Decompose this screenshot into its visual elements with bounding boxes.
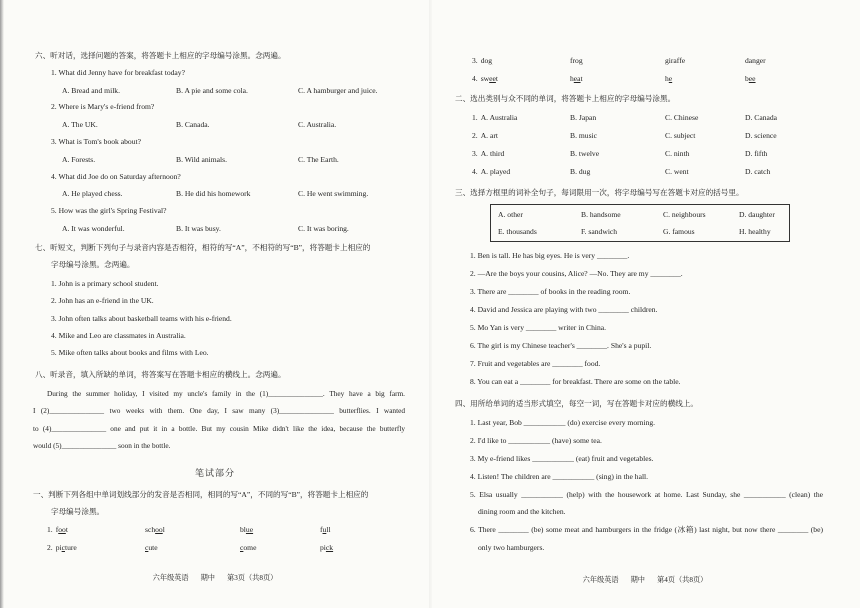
word-part: er <box>759 56 766 65</box>
underlined-part: c <box>61 543 65 552</box>
phonics-word <box>665 56 685 65</box>
option-text: A. Australia <box>480 113 518 122</box>
option-c: C. A hamburger and juice. <box>298 86 378 95</box>
underlined-part: g <box>578 56 583 65</box>
underlined-part: oo <box>58 525 66 534</box>
word-choice: G. famous <box>663 227 695 236</box>
passage-line: to (4)_______________ one and put it in a bottle. But my cousin Mike didn't like the idea, because the butterfly <box>33 424 405 433</box>
form-sentence: 2. I'd like to ___________ (have) some tea. <box>470 436 602 445</box>
underlined-part: c <box>240 543 244 552</box>
section-1-header-cont: 字母编号涂黑。 <box>51 507 105 516</box>
passage-line: During the summer holiday, I visited my uncle's family in the (1)_______________. They have a big farm. <box>47 389 405 398</box>
form-sentence-cont: only two hamburgers. <box>478 543 545 552</box>
option-c: C. The Earth. <box>298 155 339 164</box>
fill-sentence: 3. There are ________ of books in the reading room. <box>470 287 631 296</box>
form-sentence: 6. There ________ (be) some meat and hamburgers in the fridge (冰箱) last night, but now there ________ (be) <box>470 525 823 534</box>
passage-line: I (2)_______________ two weeks with them. One day, I saw many (3)_______________ butterflies. I wanted <box>33 406 405 415</box>
option-c: C. ninth <box>665 149 690 158</box>
fill-sentence: 6. The girl is my Chinese teacher's ________. She's a pupil. <box>470 341 652 350</box>
form-sentence: 3. My e-friend likes ___________ (eat) fruit and vegetables. <box>470 454 654 463</box>
option-c: C. It was boring. <box>298 224 349 233</box>
option-a: A. Bread and milk. <box>62 86 120 95</box>
form-sentence: 5. Elsa usually ___________ (help) with the housework at home. Last Sunday, she ___________ (clean) the <box>470 490 823 499</box>
option-b: B. A pie and some cola. <box>176 86 248 95</box>
word-part: ome <box>243 543 257 552</box>
option-text: A. third <box>480 149 505 158</box>
phonics-word <box>47 543 77 552</box>
fill-sentence: 5. Mo Yan is very ________ writer in China. <box>470 323 607 332</box>
row-number: 2. <box>472 131 478 140</box>
section-2-header: 二、选出类别与众不同的单词，将答题卡上相应的字母编号涂黑。 <box>455 94 676 103</box>
phonics-word <box>745 56 766 65</box>
word-part: ute <box>148 543 158 552</box>
phonics-word <box>665 74 672 83</box>
underlined-part: ck <box>325 543 334 552</box>
question: 2. Where is Mary's e-friend from? <box>51 102 155 111</box>
word-box <box>490 204 790 242</box>
option-b: B. It was busy. <box>176 224 221 233</box>
option-d: D. science <box>745 131 777 140</box>
word-part: sw <box>480 74 490 83</box>
question: 5. How was the girl's Spring Festival? <box>51 206 167 215</box>
phonics-word <box>745 74 756 83</box>
option-d: D. fifth <box>745 149 768 158</box>
fill-sentence: 1. Ben is tall. He has big eyes. He is very ________. <box>470 251 630 260</box>
phonics-word <box>472 56 492 65</box>
option-b: B. twelve <box>570 149 600 158</box>
word-part: ll <box>326 525 331 534</box>
word-part: f <box>320 525 323 534</box>
footer-page: 第4页（共8页） <box>657 576 708 584</box>
word-part: h <box>570 74 574 83</box>
word-part: h <box>665 74 669 83</box>
option-a: A. Forests. <box>62 155 96 164</box>
option-d: D. catch <box>745 167 771 176</box>
word-choice: B. handsome <box>581 210 621 219</box>
word-part: t <box>495 74 499 83</box>
row-number: 1. <box>47 525 53 534</box>
word-part: pi <box>320 543 326 552</box>
phonics-word <box>570 56 583 65</box>
statement: 1. John is a primary school student. <box>51 279 159 288</box>
word-choice: E. thousands <box>498 227 537 236</box>
page-footer <box>430 576 860 585</box>
underlined-part: g <box>665 56 669 65</box>
word-part: bl <box>240 525 246 534</box>
option-b: B. Japan <box>570 113 597 122</box>
statement: 2. John has an e-friend in the UK. <box>51 296 154 305</box>
footer-subject: 六年级英语 <box>582 576 619 584</box>
section-7-header-cont: 字母编号涂黑。念两遍。 <box>51 260 135 269</box>
word-part: dan <box>745 56 756 65</box>
word-part: fro <box>570 56 579 65</box>
fill-sentence: 7. Fruit and vegetables are ________ food. <box>470 359 601 368</box>
section-4-header: 四、用所给单词的适当形式填空，每空一词，写在答题卡对应的横线上。 <box>455 399 698 408</box>
option-b: B. He did his homework <box>176 189 251 198</box>
option-b: B. music <box>570 131 598 140</box>
word-choice: A. other <box>498 210 523 219</box>
option-a: A. He played chess. <box>62 189 123 198</box>
option-c: C. Australia. <box>298 120 337 129</box>
option-b: B. Wild animals. <box>176 155 228 164</box>
word-choice: H. healthy <box>739 227 771 236</box>
phonics-word <box>570 74 583 83</box>
underlined-part: g <box>755 56 760 65</box>
page-footer <box>0 574 430 583</box>
word-part: ture <box>65 543 77 552</box>
underlined-part: g <box>488 56 493 65</box>
option-b: B. Canada. <box>176 120 210 129</box>
option-a <box>472 131 498 140</box>
footer-term: 期中 <box>630 576 645 584</box>
underlined-part: ee <box>489 74 496 83</box>
fill-sentence: 4. David and Jessica are playing with two ________ children. <box>470 305 658 314</box>
option-text: A. played <box>480 167 511 176</box>
word-part: l <box>162 525 165 534</box>
underlined-part: u <box>322 525 327 534</box>
section-8-header: 八、听录音，填入所缺的单词，将答案写在答题卡相应的横线上。念两遍。 <box>35 370 286 379</box>
option-d: D. Canada <box>745 113 778 122</box>
phonics-word <box>240 525 253 534</box>
footer-page: 第3页（共8页） <box>227 574 278 582</box>
written-part-title: 笔试部分 <box>194 468 235 478</box>
row-number: 3. <box>472 149 478 158</box>
form-sentence: 4. Listen! The children are ___________ (sing) in the hall. <box>470 472 649 481</box>
option-text: A. art <box>480 131 498 140</box>
phonics-word <box>320 543 333 552</box>
option-c: C. He went swimming. <box>298 189 369 198</box>
option-b: B. dug <box>570 167 591 176</box>
option-a: A. The UK. <box>62 120 98 129</box>
word-choice: C. neighbours <box>663 210 706 219</box>
row-number: 1. <box>472 113 478 122</box>
underlined-part: e <box>668 74 673 83</box>
underlined-part: c <box>145 543 149 552</box>
statement: 5. Mike often talks about books and films with Leo. <box>51 348 209 357</box>
row-number: 4. <box>472 74 478 83</box>
form-sentence-cont: dining room and the kitchen. <box>478 507 566 516</box>
question: 4. What did Joe do on Saturday afternoon? <box>51 172 181 181</box>
section-7-header: 七、听短文，判断下列句子与录音内容是否相符，相符的写“A”，不相符的写“B”，将答题卡上相应的 <box>35 243 371 252</box>
row-number: 4. <box>472 167 478 176</box>
word-part: pi <box>55 543 62 552</box>
underlined-part: ee <box>748 74 756 83</box>
option-a: A. It was wonderful. <box>62 224 125 233</box>
phonics-word <box>145 543 158 552</box>
option-a <box>472 149 504 158</box>
question: 1. What did Jenny have for breakfast today? <box>51 68 185 77</box>
option-c: C. Chinese <box>665 113 699 122</box>
scan-edge <box>0 0 4 608</box>
form-sentence: 1. Last year, Bob ___________ (do) exercise every morning. <box>470 418 656 427</box>
section-6-header: 六、听对话，选择问题的答案，将答题卡上相应的字母编号涂黑。念两遍。 <box>35 51 286 60</box>
statement: 4. Mike and Leo are classmates in Australia. <box>51 331 186 340</box>
word-choice: F. sandwich <box>581 227 618 236</box>
passage-line: would (5)_______________ soon in the bottle. <box>33 441 171 450</box>
section-1-header: 一、判断下列各组中单词划线部分的发音是否相同，相同的写“A”，不同的写“B”，将答题卡上相应的 <box>33 490 369 499</box>
footer-term: 期中 <box>200 574 215 582</box>
row-number: 3. <box>472 56 478 65</box>
option-a <box>472 113 517 122</box>
underlined-part: ea <box>573 74 581 83</box>
option-a <box>472 167 510 176</box>
page-gutter <box>429 0 432 608</box>
question: 3. What is Tom's book about? <box>51 137 141 146</box>
fill-sentence: 8. You can eat a ________ for breakfast. There are some on the table. <box>470 377 681 386</box>
phonics-word <box>240 543 256 552</box>
underlined-part: ue <box>245 525 254 534</box>
phonics-word <box>472 74 498 83</box>
word-part: iraffe <box>668 56 686 65</box>
footer-subject: 六年级英语 <box>152 574 189 582</box>
word-part: t <box>65 525 68 534</box>
phonics-word <box>320 525 331 534</box>
statement: 3. John often talks about basketball teams with his e-friend. <box>51 314 232 323</box>
phonics-word <box>47 525 68 534</box>
word-part: b <box>745 74 749 83</box>
word-part: sch <box>145 525 156 534</box>
phonics-word <box>145 525 165 534</box>
section-3-header: 三、选择方框里的词补全句子，每词限用一次，将字母编号写在答题卡对应的括号里。 <box>455 188 744 197</box>
row-number: 2. <box>47 543 53 552</box>
word-part: t <box>580 74 583 83</box>
word-part: do <box>480 56 489 65</box>
option-c: C. went <box>665 167 689 176</box>
word-choice: D. daughter <box>739 210 775 219</box>
fill-sentence: 2. —Are the boys your cousins, Alice? —No. They are my ________. <box>470 269 683 278</box>
underlined-part: oo <box>155 525 163 534</box>
word-part: f <box>55 525 59 534</box>
option-c: C. subject <box>665 131 696 140</box>
